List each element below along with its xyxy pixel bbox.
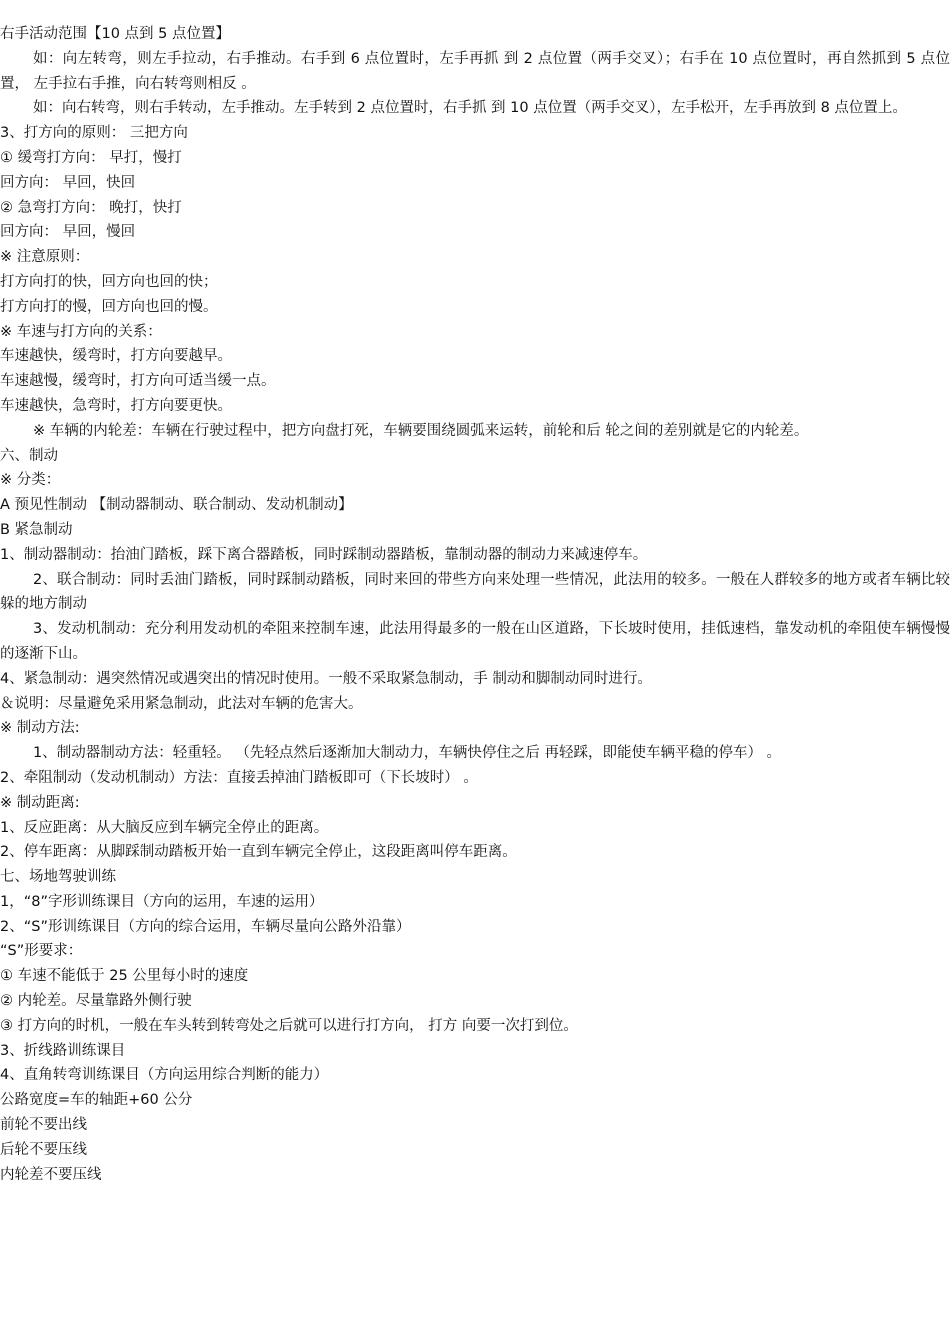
text-line: ※ 车速与打方向的关系： bbox=[0, 323, 162, 340]
text-line: 回方向： 早回，快回 bbox=[0, 174, 136, 191]
text-paragraph: 3、发动机制动：充分利用发动机的牵阻来控制车速，此法用得最多的一般在山区道路，下长坡时使用，挂低速档，靠发动机的牵阻使车辆慢慢的逐渐下山。 bbox=[0, 621, 950, 662]
text-line: 1、制动器制动：抬油门踏板，踩下离合器踏板，同时踩制动器踏板，靠制动器的制动力来减速停车。 bbox=[0, 546, 648, 563]
text-line: ② 内轮差。尽量靠路外侧行驶 bbox=[0, 993, 192, 1010]
text-line: 前轮不要出线 bbox=[0, 1117, 87, 1134]
text-line: ② 急弯打方向： 晚打，快打 bbox=[0, 199, 182, 216]
text-line: 4、直角转弯训练课目（方向运用综合判断的能力） bbox=[0, 1067, 329, 1084]
text-line: 2、“S”形训练课目（方向的综合运用，车辆尽量向公路外沿靠） bbox=[0, 918, 411, 935]
text-line: 内轮差不要压线 bbox=[0, 1166, 102, 1183]
text-paragraph: 如：向右转弯，则右手转动，左手推动。左手转到 2 点位置时，右手抓 到 10 点位置（两手交叉），左手松开，左手再放到 8 点位置上。 bbox=[33, 100, 907, 117]
text-line: 1，“8”字形训练课目（方向的运用，车速的运用） bbox=[0, 893, 324, 910]
text-paragraph: 如：向左转弯，则左手拉动，右手推动。右手到 6 点位置时，左手再抓 到 2 点位置（两手交叉）；右手在 10 点位置时，再自然抓到 5 点位置， 左手拉右手推，向右转弯则相反 。 bbox=[0, 50, 950, 92]
text-line: ＆说明：尽量避免采用紧急制动，此法对车辆的危害大。 bbox=[0, 695, 363, 712]
section-heading: 3、打方向的原则： 三把方向 bbox=[0, 125, 188, 142]
text-paragraph: ※ 车辆的内轮差：车辆在行驶过程中，把方向盘打死，车辆要围绕圆弧来运转，前轮和后 轮之间的差别就是它的内轮差。 bbox=[33, 422, 809, 439]
text-line: “S”形要求： bbox=[0, 943, 83, 960]
text-line: 4、紧急制动：遇突然情况或遇突出的情况时使用。一般不采取紧急制动，手 制动和脚制动同时进行。 bbox=[0, 670, 652, 687]
text-line: 打方向打的快，回方向也回的快； bbox=[0, 273, 218, 290]
text-line: 车速越快，急弯时，打方向要更快。 bbox=[0, 397, 232, 414]
section-heading: 七、场地驾驶训练 bbox=[0, 869, 116, 886]
text-line: 车速越快，缓弯时，打方向要越早。 bbox=[0, 348, 232, 365]
text-line: 车速越慢，缓弯时，打方向可适当缓一点。 bbox=[0, 373, 276, 390]
text-line: ① 缓弯打方向： 早打，慢打 bbox=[0, 149, 182, 166]
top-margin bbox=[0, 0, 950, 22]
text-line: 打方向打的慢，回方向也回的慢。 bbox=[0, 298, 218, 315]
text-line: 公路宽度=车的轴距+60 公分 bbox=[0, 1092, 193, 1109]
text-line: ③ 打方向的时机，一般在车头转到转弯处之后就可以进行打方向， 打方 向要一次打到位。 bbox=[0, 1017, 578, 1034]
text-line: A 预见性制动 【制动器制动、联合制动、发动机制动】 bbox=[0, 497, 353, 514]
text-line: ※ 制动方法: bbox=[0, 720, 80, 737]
text-line: ※ 制动距离: bbox=[0, 794, 80, 811]
text-line: 3、折线路训练课目 bbox=[0, 1042, 126, 1059]
text-paragraph: 1、制动器制动方法：轻重轻。 （先轻点然后逐渐加大制动力，车辆快停住之后 再轻踩，即能使车辆平稳的停车） 。 bbox=[33, 745, 782, 762]
text-line: ※ 注意原则： bbox=[0, 249, 90, 266]
text-line: ※ 分类： bbox=[0, 472, 61, 489]
section-heading: 六、制动 bbox=[0, 447, 58, 464]
text-line: B 紧急制动 bbox=[0, 521, 73, 538]
text-line: 2、停车距离：从脚踩制动踏板开始一直到车辆完全停止，这段距离叫停车距离。 bbox=[0, 844, 517, 861]
text-line: 后轮不要压线 bbox=[0, 1141, 87, 1158]
text-line: 2、牵阻制动（发动机制动）方法：直接丢掉油门踏板即可（下长坡时） 。 bbox=[0, 769, 478, 786]
text-line: 右手活动范围【10 点到 5 点位置】 bbox=[0, 26, 231, 42]
text-line: 回方向： 早回，慢回 bbox=[0, 224, 136, 241]
text-line: 1、反应距离：从大脑反应到车辆完全停止的距离。 bbox=[0, 819, 329, 836]
text-line: ① 车速不能低于 25 公里每小时的速度 bbox=[0, 968, 249, 985]
text-paragraph: 2、联合制动：同时丢油门踏板，同时踩制动踏板，同时来回的带些方向来处理一些情况，此法用的较多。一般在人群较多的地方或者车辆比较躲的地方制动 bbox=[0, 571, 950, 613]
